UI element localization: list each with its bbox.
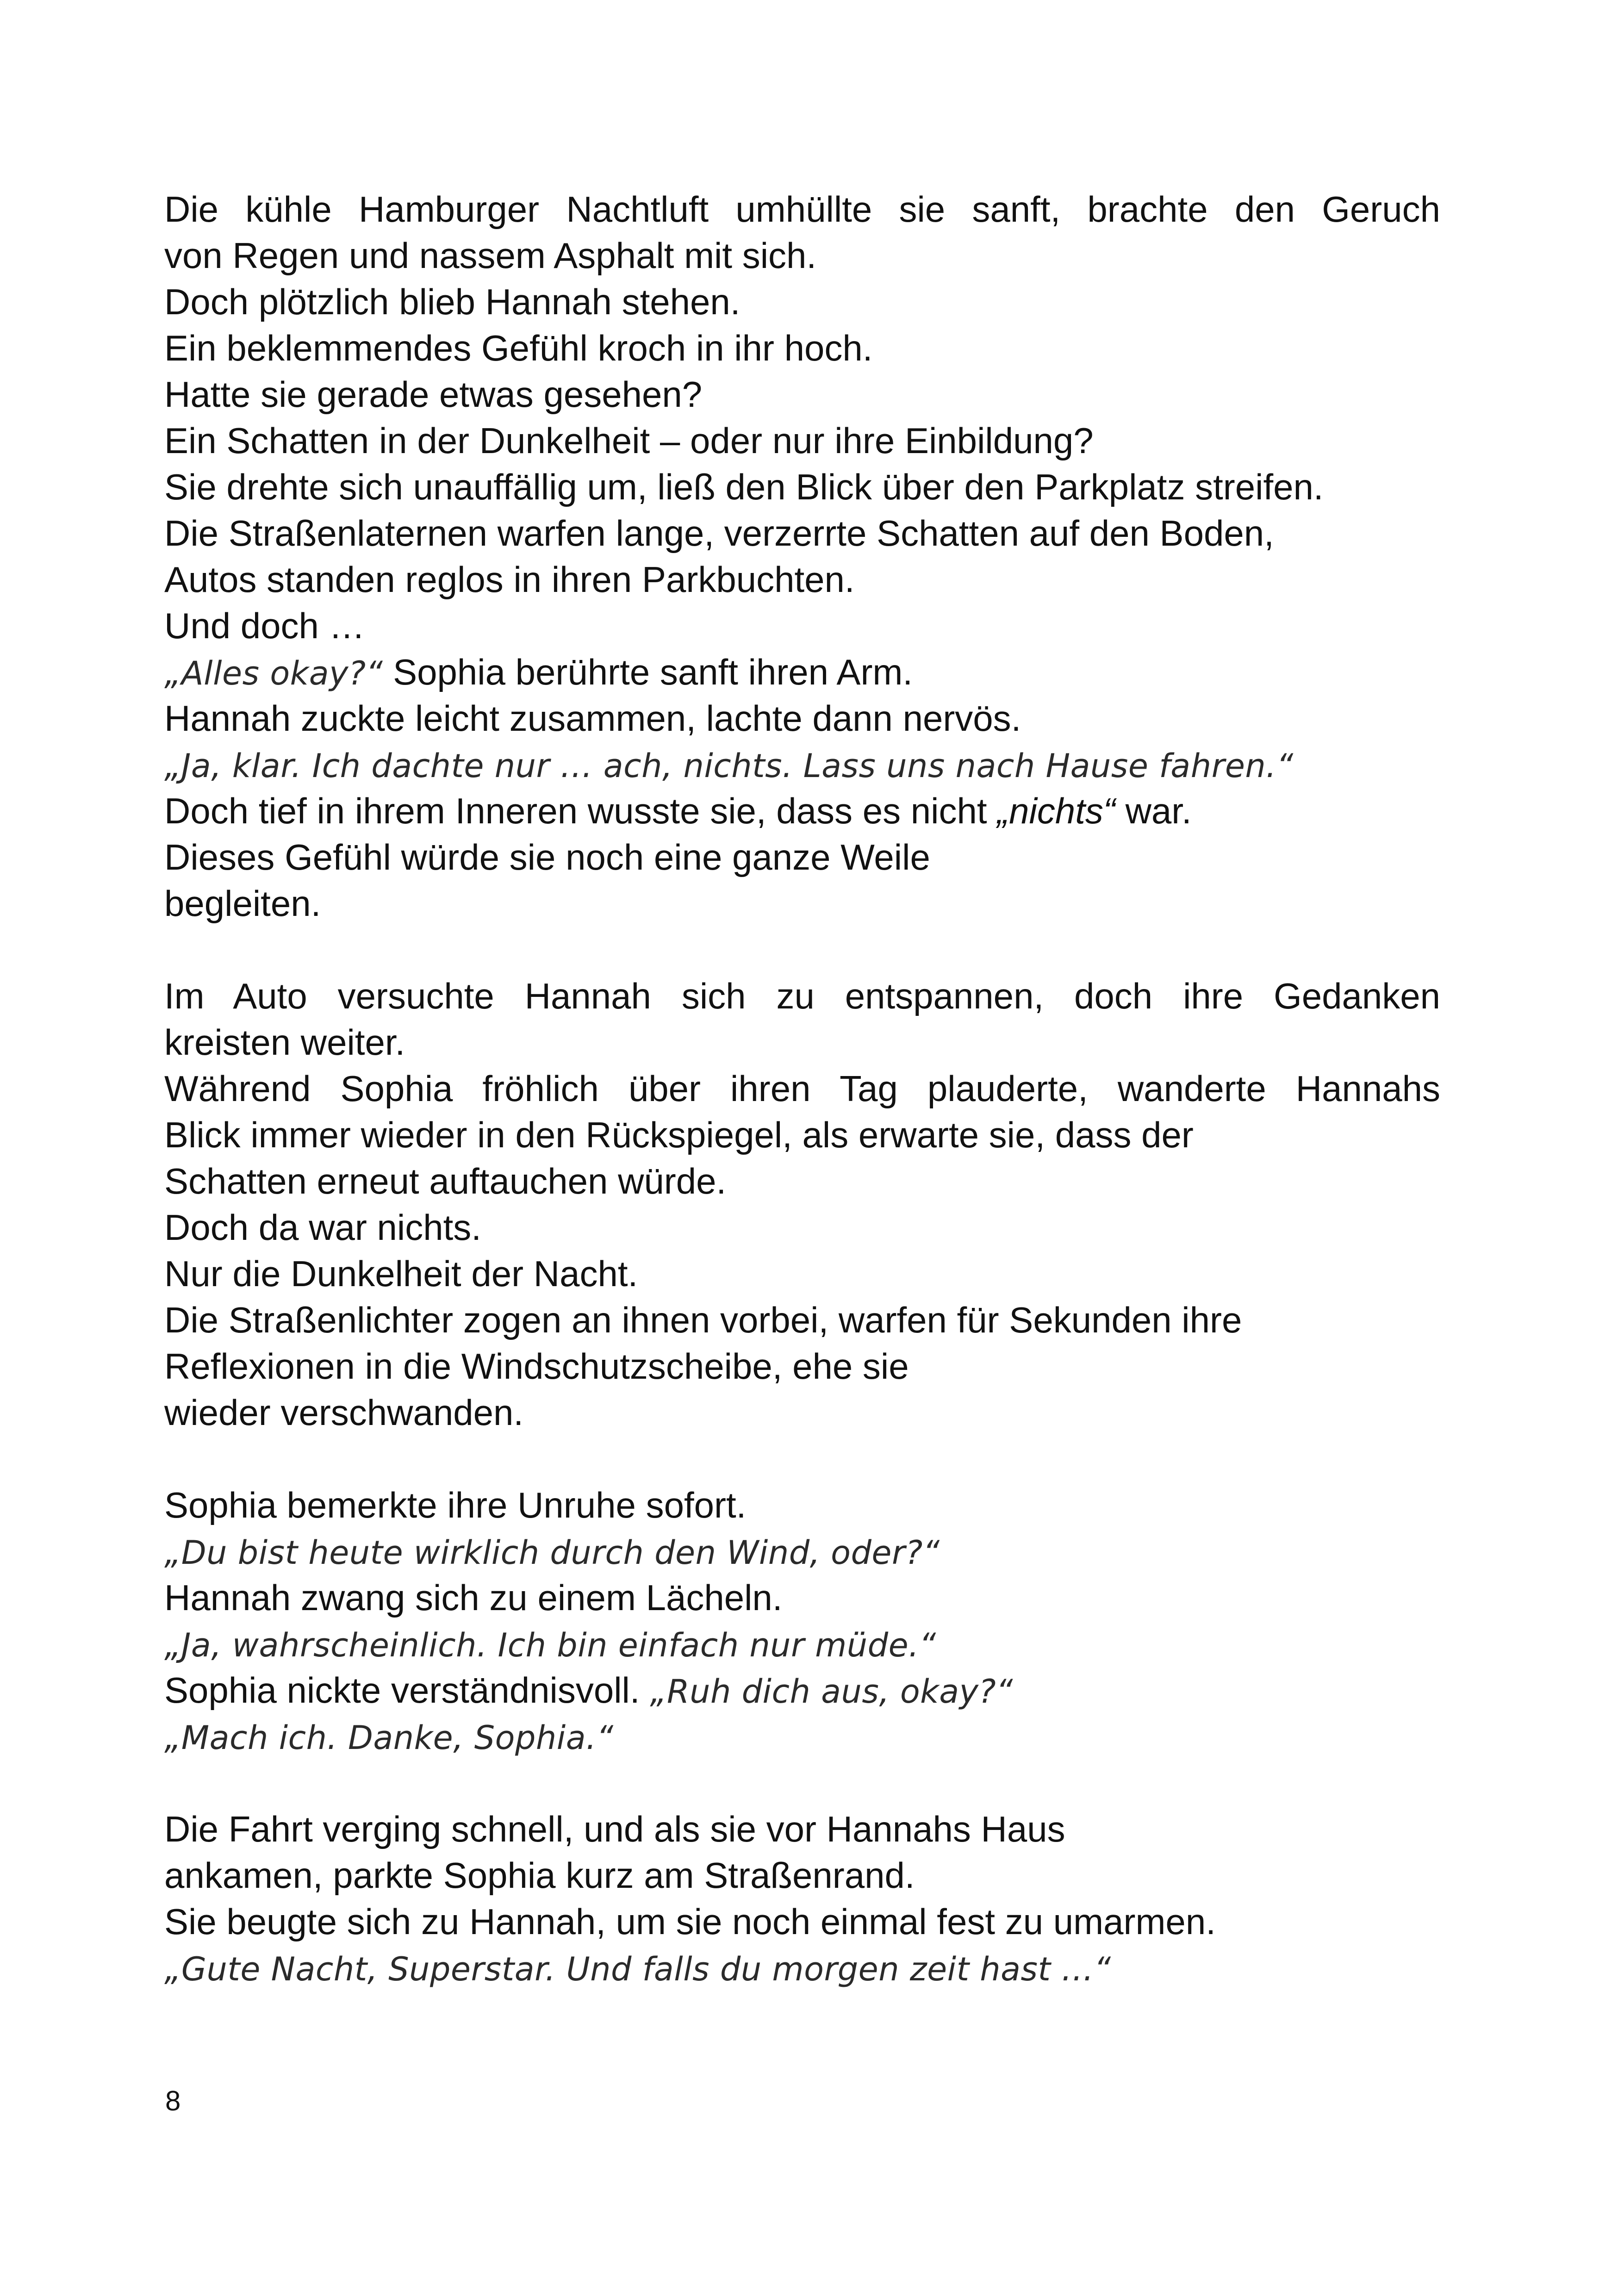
text-line: Dieses Gefühl würde sie noch eine ganze Weile: [164, 837, 930, 877]
text-line-dialogue: [164, 649, 1440, 695]
paragraph-2: [164, 973, 1440, 1436]
dialogue-quote: „Du bist heute wirklich durch den Wind, oder?“: [164, 1534, 940, 1572]
text-line: Blick immer wieder in den Rückspiegel, als erwarte sie, dass der: [164, 1114, 1194, 1155]
text-line: Hatte sie gerade etwas gesehen?: [164, 374, 703, 415]
text-line: Doch da war nichts.: [164, 1207, 481, 1248]
paragraph-3: [164, 1482, 1440, 1760]
text-line: Die Straßenlichter zogen an ihnen vorbei, warfen für Sekunden ihre: [164, 1300, 1242, 1340]
text-line: [164, 788, 1440, 834]
text-line: Sie drehte sich unauffällig um, ließ den Blick über den Parkplatz streifen.: [164, 467, 1324, 507]
dialogue-quote: „Alles okay?“: [164, 654, 383, 692]
text-line: Hannah zuckte leicht zusammen, lachte dann nervös.: [164, 698, 1021, 739]
paragraph-gap: [164, 1436, 1440, 1482]
text-line: begleiten.: [164, 883, 321, 924]
narration: Sophia nickte verständnisvoll.: [164, 1670, 650, 1711]
text-line: Die kühle Hamburger Nachtluft umhüllte sie sanft, brachte den Geruch: [164, 189, 1440, 230]
text-line: Hannah zwang sich zu einem Lächeln.: [164, 1577, 783, 1618]
dialogue-quote: „Gute Nacht, Superstar. Und falls du morgen zeit hast …“: [164, 1950, 1111, 1988]
text-line: Ein Schatten in der Dunkelheit – oder nur ihre Einbildung?: [164, 420, 1094, 461]
text-line: Nur die Dunkelheit der Nacht.: [164, 1253, 638, 1294]
text-line: Doch plötzlich blieb Hannah stehen.: [164, 281, 741, 322]
text-line: Die Fahrt verging schnell, und als sie vor Hannahs Haus: [164, 1809, 1065, 1849]
text-line: Sie beugte sich zu Hannah, um sie noch einmal fest zu umarmen.: [164, 1901, 1216, 1942]
text-line-dialogue: [164, 1621, 1440, 1667]
paragraph-4: [164, 1806, 1440, 1991]
narration: Doch tief in ihrem Inneren wusste sie, dass es nicht: [164, 790, 997, 831]
paragraph-gap: [164, 927, 1440, 973]
body-text: [164, 186, 1440, 1991]
emphasis: „nichts“: [997, 790, 1115, 831]
dialogue-quote: „Ja, wahrscheinlich. Ich bin einfach nur müde.“: [164, 1626, 936, 1664]
text-line: Und doch …: [164, 605, 365, 646]
text-line: ankamen, parkte Sophia kurz am Straßenrand.: [164, 1855, 915, 1896]
page-number: 8: [165, 2085, 181, 2116]
text-line: Die Straßenlaternen warfen lange, verzerrte Schatten auf den Boden,: [164, 513, 1274, 554]
text-line-dialogue: [164, 1528, 1440, 1574]
dialogue-quote: „Mach ich. Danke, Sophia.“: [164, 1719, 614, 1757]
text-line: Sophia bemerkte ihre Unruhe sofort.: [164, 1485, 747, 1525]
text-line-dialogue: [164, 1667, 1440, 1713]
text-line: kreisten weiter.: [164, 1022, 405, 1063]
text-line: Autos standen reglos in ihren Parkbuchten.: [164, 559, 855, 600]
text-line-dialogue: [164, 1713, 1440, 1760]
text-line: Schatten erneut auftauchen würde.: [164, 1161, 727, 1201]
dialogue-quote: „Ja, klar. Ich dachte nur … ach, nichts. Lass uns nach Hause fahren.“: [164, 747, 1294, 785]
text-line: wieder verschwanden.: [164, 1392, 524, 1433]
narration: Sophia berührte sanft ihren Arm.: [383, 652, 913, 692]
text-line: von Regen und nassem Asphalt mit sich.: [164, 235, 817, 276]
text-line: Reflexionen in die Windschutzscheibe, ehe sie: [164, 1346, 909, 1387]
text-line: Ein beklemmendes Gefühl kroch in ihr hoch.: [164, 328, 873, 368]
text-line-dialogue: [164, 741, 1440, 788]
dialogue-quote: „Ruh dich aus, okay?“: [650, 1673, 1013, 1711]
text-line: Im Auto versuchte Hannah sich zu entspannen, doch ihre Gedanken: [164, 976, 1440, 1016]
text-line: Während Sophia fröhlich über ihren Tag plauderte, wanderte Hannahs: [164, 1068, 1440, 1109]
paragraph-gap: [164, 1760, 1440, 1806]
narration: war.: [1115, 790, 1192, 831]
paragraph-1: [164, 186, 1440, 927]
text-line-dialogue: [164, 1945, 1440, 1991]
